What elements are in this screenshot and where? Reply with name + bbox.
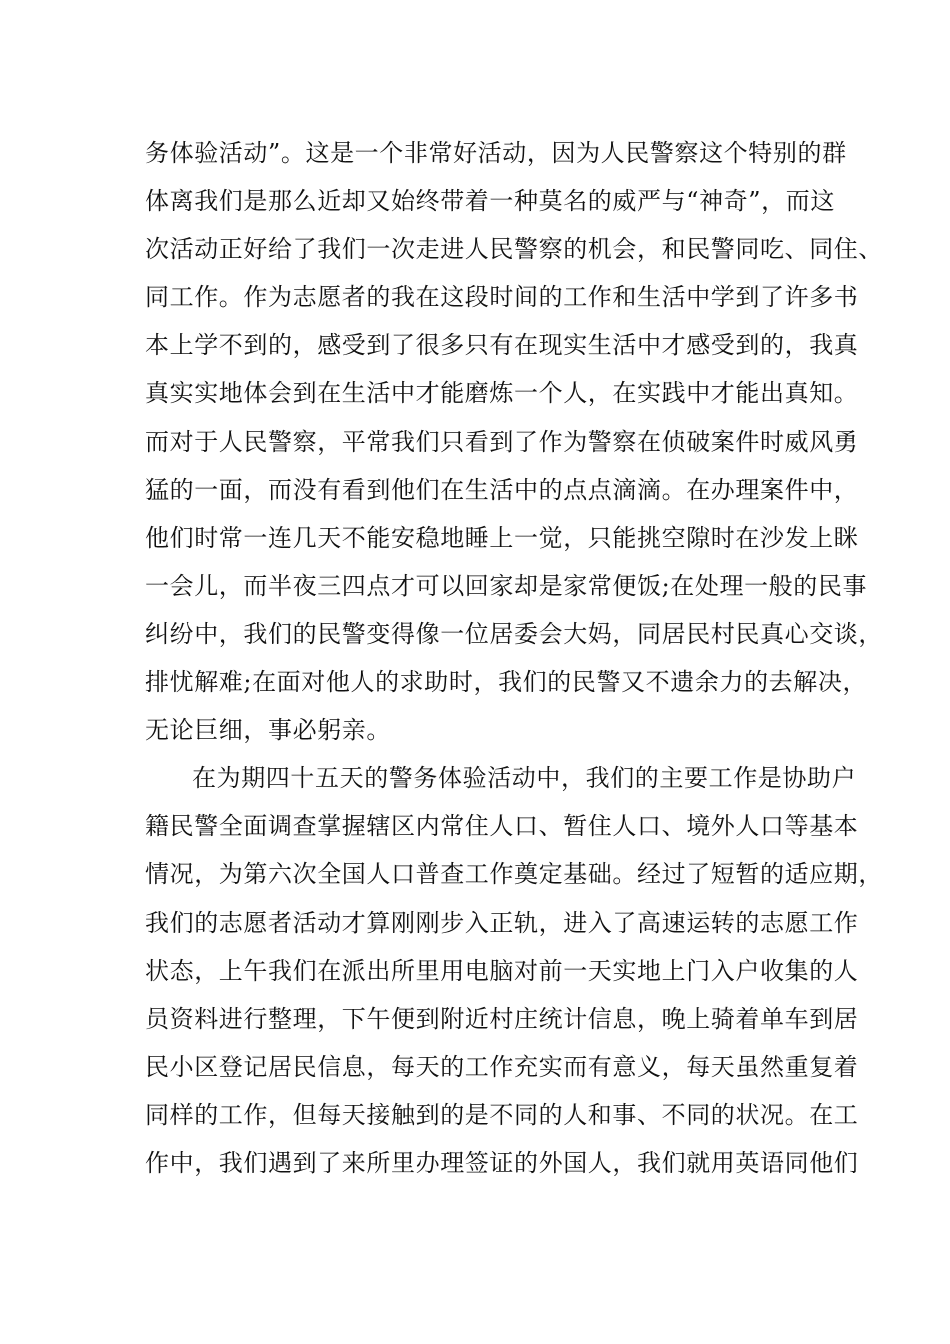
- text-line: 纠纷中，我们的民警变得像一位居委会大妈，同居民村民真心交谈，: [145, 619, 883, 648]
- text-line: 同样的工作，但每天接触到的是不同的人和事、不同的状况。在工: [145, 1100, 859, 1129]
- body-text: [145, 129, 883, 1187]
- text-line: 同工作。作为志愿者的我在这段时间的工作和生活中学到了许多书: [145, 283, 859, 312]
- text-line: 作中，我们遇到了来所里办理签证的外国人，我们就用英语同他们: [145, 1148, 859, 1177]
- text-line: 排忧解难;在面对他人的求助时，我们的民警又不遗余力的去解决，: [145, 668, 868, 697]
- text-line: 状态，上午我们在派出所里用电脑对前一天实地上门入户收集的人: [145, 956, 859, 985]
- text-line: 本上学不到的，感受到了很多只有在现实生活中才感受到的，我真: [145, 331, 859, 360]
- text-line: 情况，为第六次全国人口普查工作奠定基础。经过了短暂的适应期，: [145, 860, 883, 889]
- text-line: 而对于人民警察，平常我们只看到了作为警察在侦破案件时威风勇: [145, 427, 859, 456]
- text-line: 籍民警全面调查掌握辖区内常住人口、暂住人口、境外人口等基本: [145, 812, 859, 841]
- paragraph-2: [145, 754, 883, 1187]
- text-line: 民小区登记居民信息，每天的工作充实而有意义，每天虽然重复着: [145, 1052, 859, 1081]
- text-line: 我们的志愿者活动才算刚刚步入正轨，进入了高速运转的志愿工作: [145, 908, 859, 937]
- text-line: 无论巨细，事必躬亲。: [145, 716, 391, 745]
- paragraph-1: [145, 129, 883, 754]
- text-line: 务体验活动”。这是一个非常好活动，因为人民警察这个特别的群: [145, 139, 847, 167]
- text-line: 体离我们是那么近却又始终带着一种莫名的威严与“神奇”，而这: [145, 187, 835, 216]
- text-line: 员资料进行整理，下午便到附近村庄统计信息，晚上骑着单车到居: [145, 1004, 859, 1033]
- text-line: 真实实地体会到在生活中才能磨炼一个人，在实践中才能出真知。: [145, 379, 859, 408]
- text-line: 猛的一面，而没有看到他们在生活中的点点滴滴。在办理案件中，: [145, 475, 859, 504]
- text-line: 一会儿，而半夜三四点才可以回家却是家常便饭;在处理一般的民事: [145, 571, 868, 600]
- text-line: 次活动正好给了我们一次走进人民警察的机会，和民警同吃、同住、: [145, 235, 883, 264]
- text-line: 在为期四十五天的警务体验活动中，我们的主要工作是协助户: [192, 764, 857, 793]
- text-line: 他们时常一连几天不能安稳地睡上一觉，只能挑空隙时在沙发上眯: [145, 523, 859, 552]
